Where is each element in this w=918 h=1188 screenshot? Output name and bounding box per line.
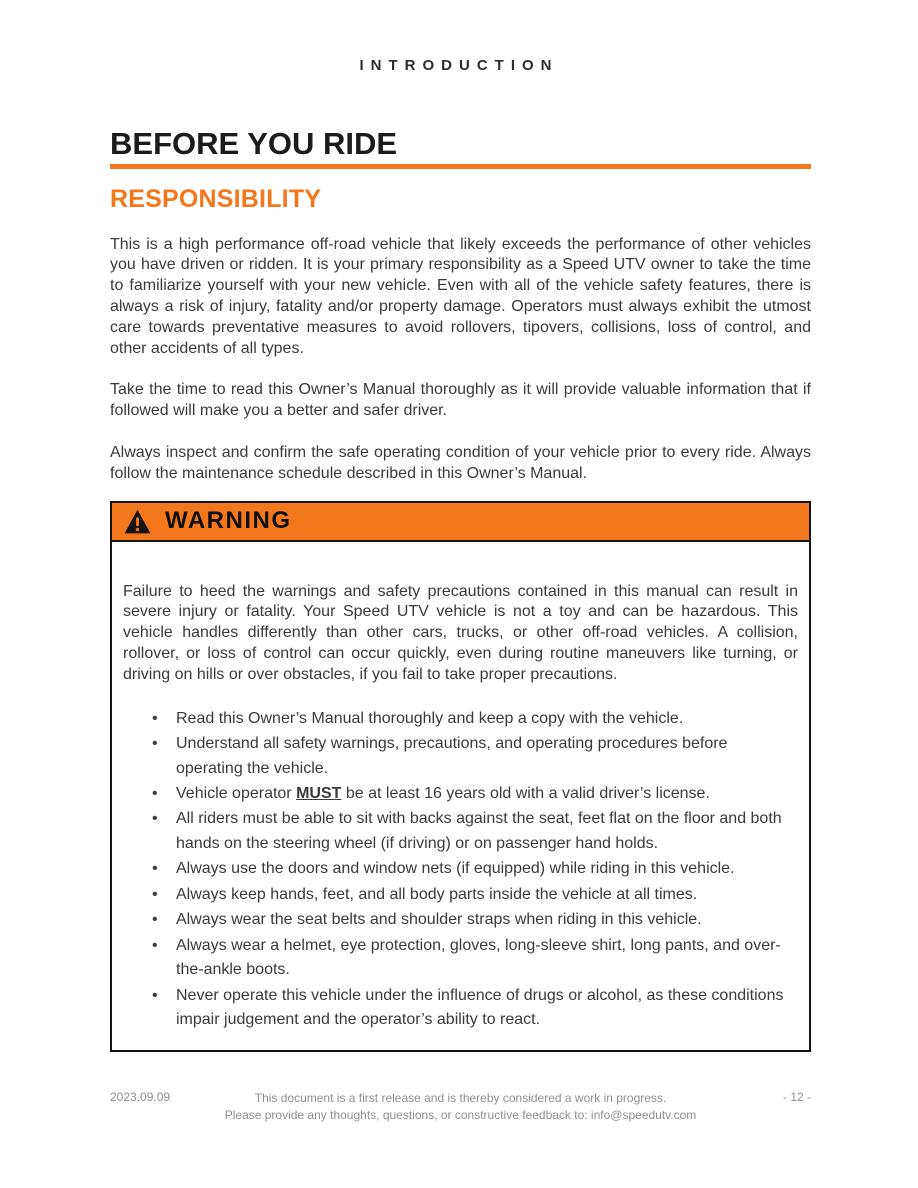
paragraph-responsibility-3: Always inspect and confirm the safe operating condition of your vehicle prior to every ride. Always follow the maintenance schedule described in this Owner’s Manual.	[110, 444, 811, 482]
bullet-text-prefix: Vehicle operator	[176, 785, 297, 802]
warning-bullet: • Never operate this vehicle under the influence of drugs or alcohol, as these conditions impair judgement and the operator’s ability to react.	[150, 984, 798, 1033]
warning-header	[112, 503, 809, 542]
warning-intro-paragraph: Failure to heed the warnings and safety precautions contained in this manual can result in severe injury or fatality. Your Speed UTV vehicle is not a toy and can be hazardous. This vehicle handles differently than other cars, trucks, or other off-road vehicles. A collision, rollover, or loss of control can occur quickly, even during routine maneuvers like turning, or driving on hills or over obstacles, if you fail to take proper precautions.	[123, 582, 798, 683]
warning-bullet: • All riders must be able to sit with backs against the seat, feet flat on the floor and both hands on the steering wheel (if driving) or on passenger hand holds.	[150, 807, 798, 856]
warning-body	[112, 542, 809, 1050]
page-number: - 12 -	[782, 1090, 811, 1105]
paragraph-responsibility-2: Take the time to read this Owner’s Manual thoroughly as it will provide valuable information that if followed will make you a better and safer driver.	[110, 381, 811, 420]
footer-note-line2: Please provide any thoughts, questions, or constructive feedback to: info@speedutv.com	[224, 1108, 697, 1123]
warning-box	[110, 501, 811, 1052]
page-content	[110, 0, 811, 1052]
warning-bullet: • Always wear the seat belts and shoulder straps when riding in this vehicle.	[150, 908, 798, 932]
warning-bullet: • Always wear a helmet, eye protection, gloves, long-sleeve shirt, long pants, and over-the-ankle boots.	[150, 934, 798, 983]
footer-note	[210, 1090, 711, 1124]
page-footer	[110, 1090, 811, 1124]
section-heading: RESPONSIBILITY	[110, 184, 322, 213]
running-head: INTRODUCTION	[359, 57, 559, 74]
paragraph-responsibility-1: This is a high performance off-road vehicle that likely exceeds the performance of other vehicles you have driven or ridden. It is your primary responsibility as a Speed UTV owner to take the time to familiarize yourself with your new vehicle. Even with all of the vehicle safety features, there is always a risk of injury, fatality and/or property damage. Operators must always exhibit the utmost care towards preventative measures to avoid rollovers, tipovers, collisions, loss of control, and other accidents of all types.	[110, 235, 811, 357]
footer-note-line1: This document is a first release and is thereby considered a work in progress.	[254, 1091, 667, 1106]
must-emphasis: MUST	[296, 785, 342, 802]
warning-label: WARNING	[165, 507, 292, 535]
page-title: BEFORE YOU RIDE	[110, 126, 398, 161]
warning-bullet	[150, 782, 798, 806]
bullet-text-suffix: be at least 16 years old with a valid driver’s license.	[341, 785, 710, 802]
warning-bullet: • Read this Owner’s Manual thoroughly and keep a copy with the vehicle.	[150, 707, 798, 731]
warning-triangle-icon	[124, 509, 151, 534]
warning-bullet: • Always keep hands, feet, and all body parts inside the vehicle at all times.	[150, 883, 798, 907]
footer-date: 2023.09.09	[110, 1090, 171, 1105]
title-rule	[110, 164, 811, 169]
warning-bullet: • Always use the doors and window nets (if equipped) while riding in this vehicle.	[150, 857, 798, 881]
warning-bullet: • Understand all safety warnings, precautions, and operating procedures before operating the vehicle.	[150, 732, 798, 781]
warning-list	[123, 707, 798, 1033]
